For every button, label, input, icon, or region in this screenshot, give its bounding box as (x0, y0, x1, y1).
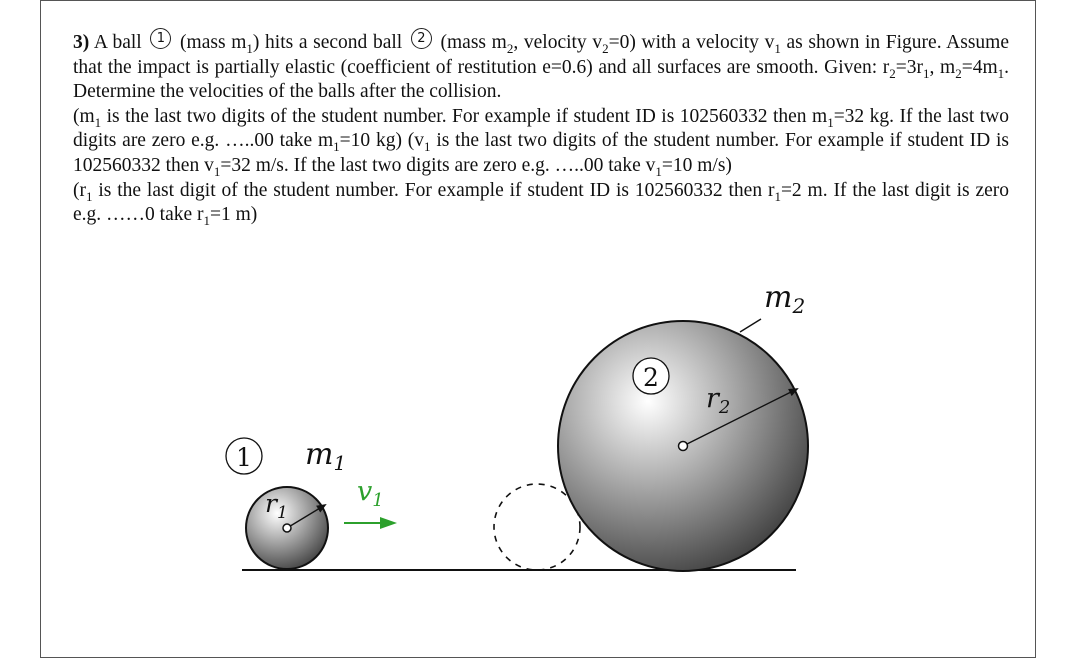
m2-label: $m_2$ (764, 280, 806, 318)
v1-label: $v_1$ (357, 476, 384, 511)
note-m1-v1: ($m_1$ is the last two digits of the student number. For example if student ID is 102560332 then $m_1=32$ kg. If the last two digits are zero e.g. …..00 take $m_1=10$ kg) ($v_1$ is the last two digits of the student number. For example if student ID is 102560332 then $v_1=32$ m/s. If the last two digits are zero e.g. …..00 take $v_1=10$ m/s) (73, 105, 1010, 179)
ball1-center (283, 524, 291, 532)
problem-statement: 3) A ball 1 (mass $m_1$) hits a second ball 2 (mass $m_2$, velocity $v_2=0$) with a velocity $v_1$ as shown in Figure. Assume that the impact is partially elastic (coefficient of restitution e=0.6) and all surfaces are smooth. Given: $r_2=3r_1$, $m_2=4m_1$. Determine the velocities of the balls after the collision. (73, 28, 1009, 105)
note-r1: ($r_1$ is the last digit of the student number. For example if student ID is 102560332 then $r_1=2$ m. If the last digit is zero e.g. ……0 take $r_1=1$ m) (73, 179, 1009, 229)
ball1-marker: 1 (150, 28, 171, 49)
problem-number: 3) (73, 32, 90, 53)
ball2-center (679, 442, 688, 451)
r2-label: $r_2$ (706, 383, 731, 418)
m1-label: $m_1$ (305, 437, 347, 475)
v1-arrow-head (380, 517, 397, 529)
ball2-number-label: 2 (643, 363, 659, 392)
m2-leader-line (740, 319, 761, 332)
dashed-contact-circle (494, 484, 580, 570)
r1-label: $r_1$ (265, 489, 288, 523)
ball1-number-label: 1 (236, 443, 252, 472)
ball2-marker: 2 (411, 28, 432, 49)
